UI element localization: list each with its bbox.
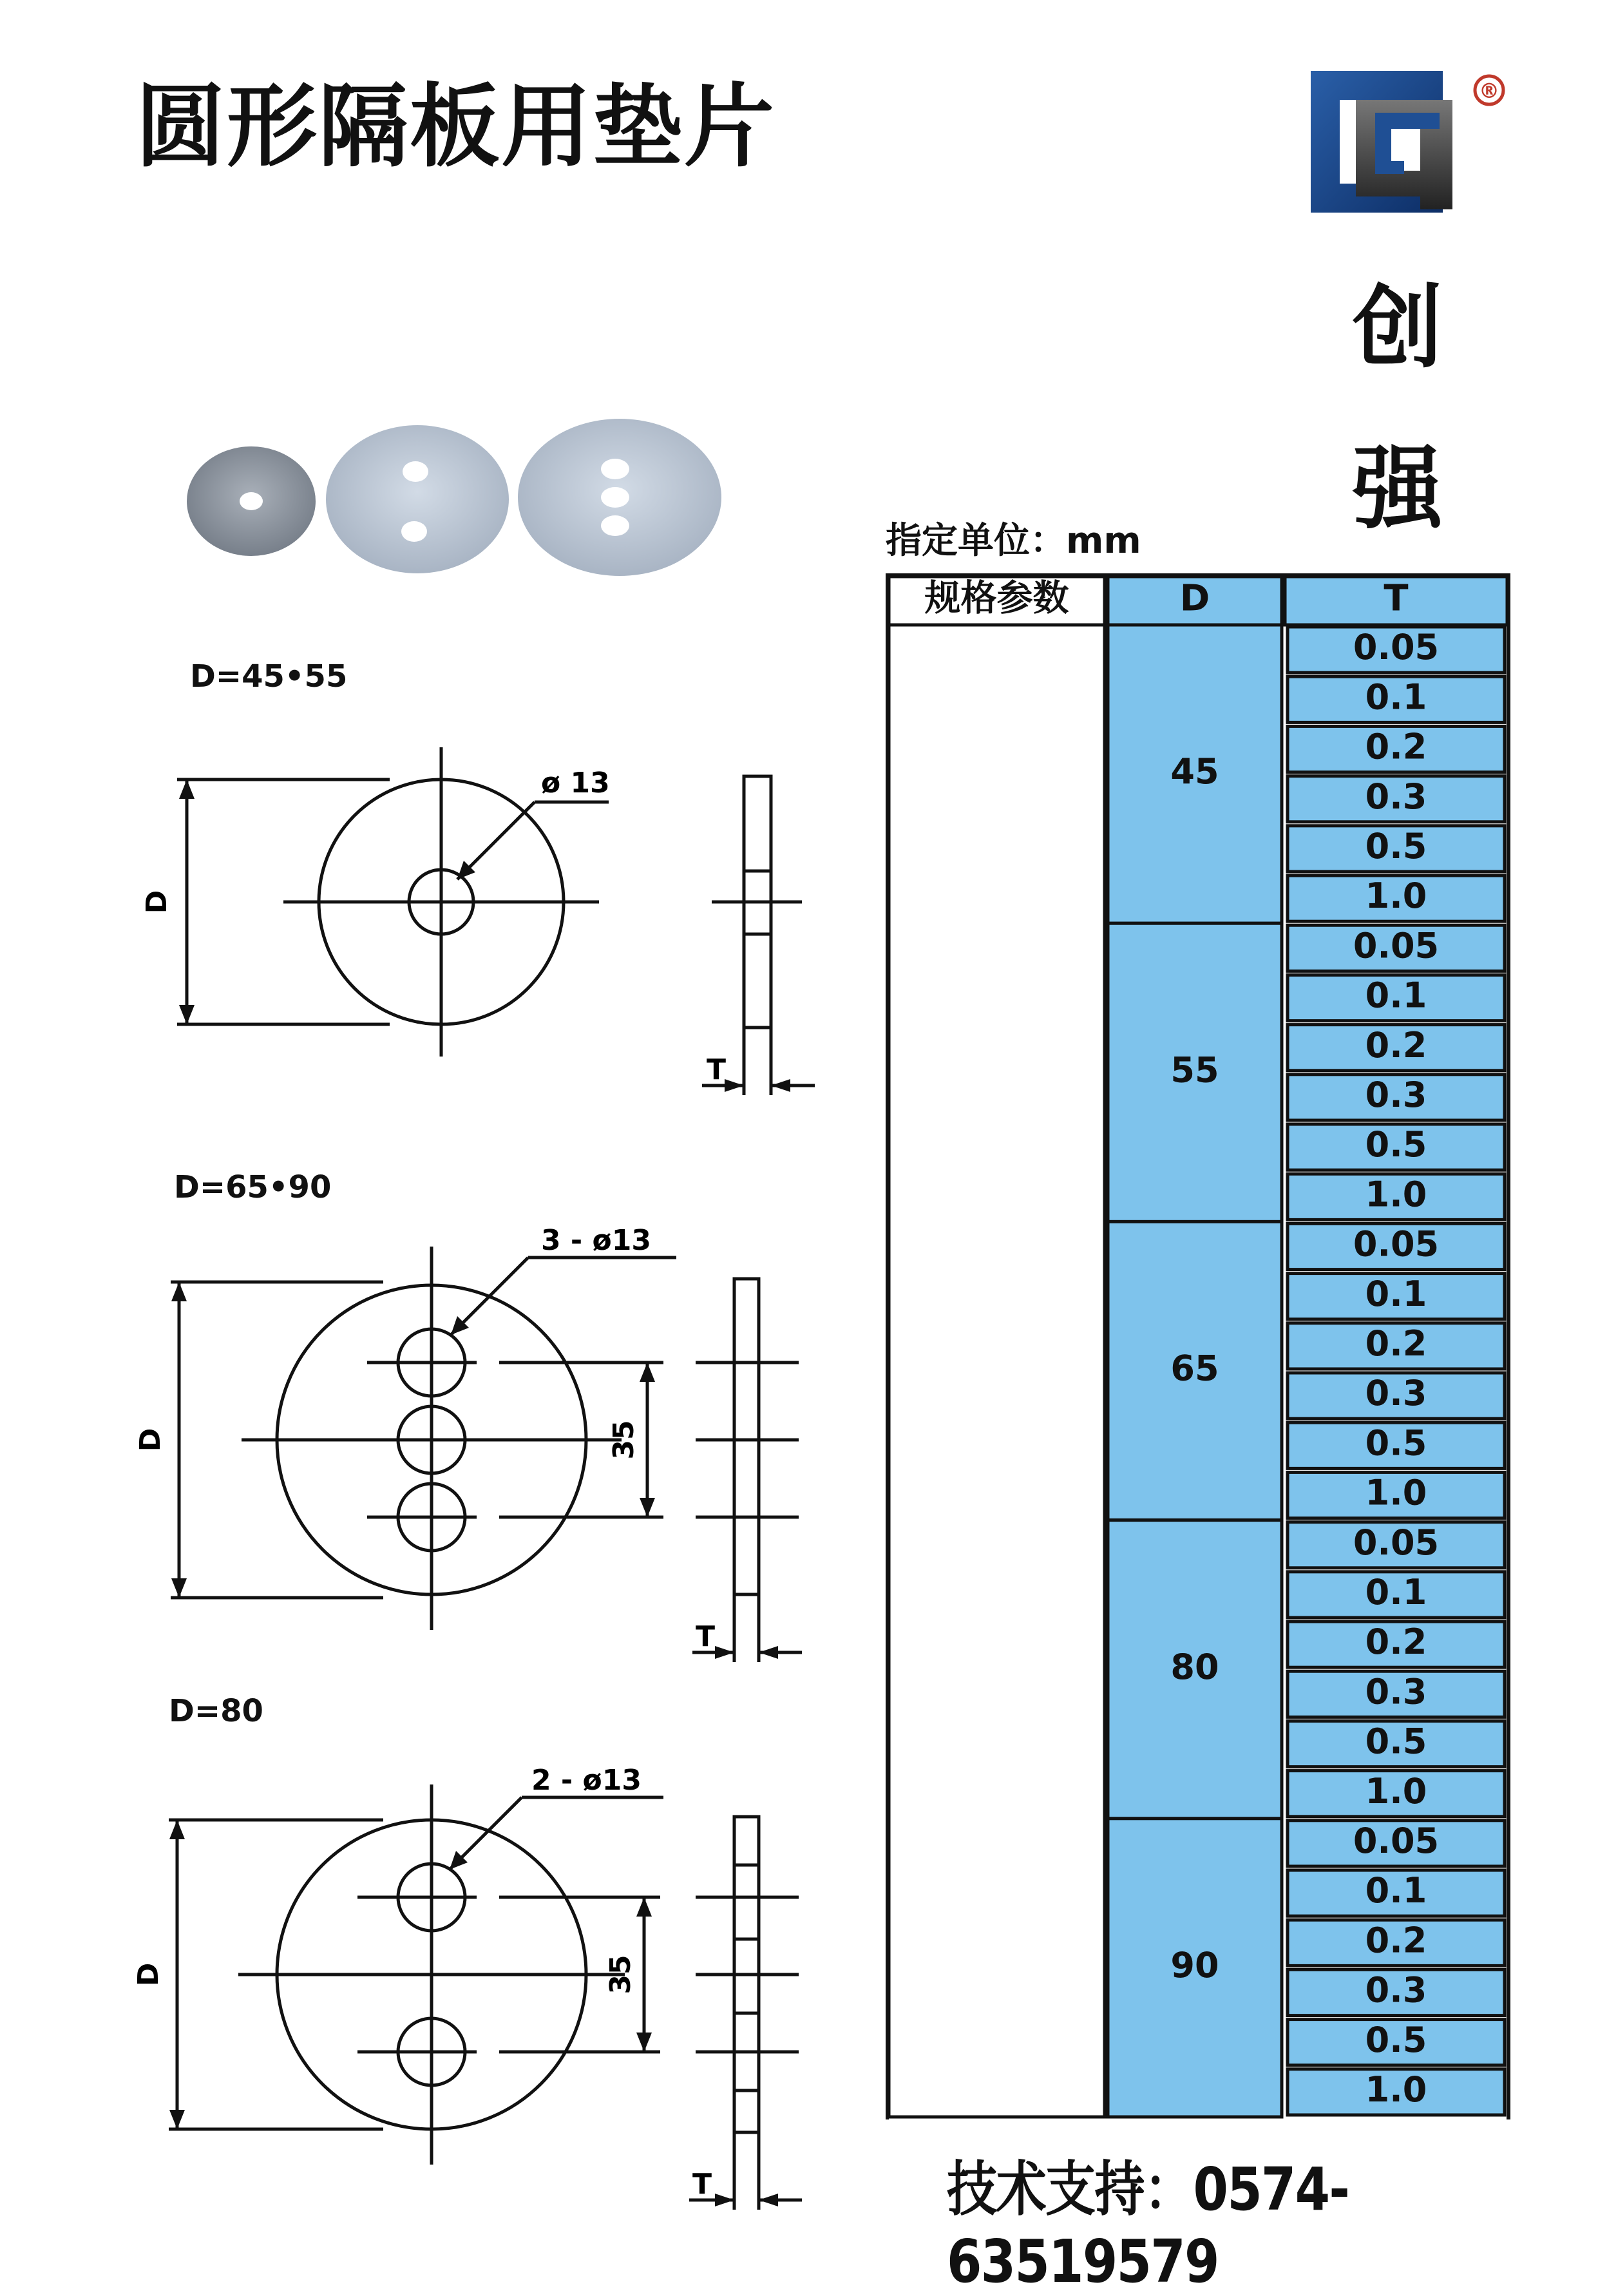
table-t-value: 1.0 — [1365, 1174, 1427, 1215]
drawing-2-label: D=65•90 — [174, 1169, 332, 1205]
table-t-value: 0.1 — [1365, 975, 1427, 1016]
washer-photo-two-hole-hole-1 — [403, 461, 428, 482]
table-t-value: 0.5 — [1365, 826, 1427, 867]
table-header-spec: 规格参数 — [924, 577, 1069, 620]
drawing-3-thickness-label: T — [692, 2168, 712, 2201]
washer-photo-two-hole-hole-2 — [401, 521, 427, 542]
table-t-value: 0.05 — [1353, 1223, 1440, 1265]
unit-label: 指定单位：mm — [886, 520, 1141, 562]
table-t-value: 0.3 — [1365, 1671, 1427, 1712]
drawing-2-hole-callout: 3 - ø13 — [541, 1224, 651, 1257]
table-t-value: 0.2 — [1365, 1622, 1427, 1663]
brand-char-2: 强 — [1353, 437, 1443, 542]
table-d-value: 55 — [1170, 1049, 1219, 1091]
table-t-value: 0.5 — [1365, 1124, 1427, 1165]
table-header-d: D — [1179, 577, 1210, 620]
washer-photo-three-hole-hole-3 — [601, 515, 629, 536]
table-t-value: 0.05 — [1353, 1821, 1440, 1862]
drawing-2-thickness-label: T — [695, 1620, 716, 1653]
table-d-value: 45 — [1170, 751, 1219, 792]
brand-char-1: 创 — [1353, 276, 1443, 381]
table-t-value: 0.3 — [1365, 1373, 1427, 1414]
table-t-value: 0.1 — [1365, 1273, 1427, 1314]
table-header-t: T — [1384, 577, 1409, 620]
table-spec-column — [889, 625, 1105, 2117]
table-t-value: 0.2 — [1365, 1323, 1427, 1364]
table-t-value: 0.2 — [1365, 726, 1427, 767]
table-t-value: 0.2 — [1365, 1024, 1427, 1066]
drawing-3-two-hole — [129, 1746, 837, 2235]
table-t-value: 0.5 — [1365, 2019, 1427, 2060]
drawing-3-spacing-label: 35 — [604, 1955, 637, 1995]
drawing-1-diameter-label: D — [140, 890, 173, 914]
table-t-value: 0.3 — [1365, 1969, 1427, 2011]
drawing-1-thickness-label: T — [706, 1053, 727, 1086]
product-photo — [187, 419, 728, 586]
table-t-value: 1.0 — [1365, 1472, 1427, 1513]
table-t-value: 0.1 — [1365, 1870, 1427, 1911]
table-t-value: 0.1 — [1365, 1572, 1427, 1613]
drawing-3-label: D=80 — [169, 1693, 263, 1729]
washer-photo-three-hole-hole-2 — [601, 487, 629, 508]
table-t-value: 1.0 — [1365, 875, 1427, 917]
registered-mark: ® — [1479, 79, 1499, 103]
drawing-1-single-hole — [129, 734, 837, 1108]
table-d-value: 90 — [1170, 1945, 1219, 1986]
footer-support-phone: 技术支持：0574-63519579 — [947, 2155, 1349, 2296]
drawing-2-diameter-label: D — [134, 1428, 167, 1452]
drawing-2-three-hole — [129, 1218, 837, 1681]
table-t-value: 0.05 — [1353, 925, 1440, 966]
spec-table — [886, 573, 1517, 2119]
table-d-value: 80 — [1170, 1646, 1219, 1687]
washer-photo-two-hole — [326, 425, 509, 573]
table-t-value: 0.05 — [1353, 627, 1440, 668]
table-d-value: 65 — [1170, 1348, 1219, 1389]
washer-photo-small-hole — [240, 492, 263, 510]
table-t-value: 0.3 — [1365, 1075, 1427, 1116]
table-t-value: 0.3 — [1365, 776, 1427, 817]
brand-logo — [1308, 64, 1520, 232]
drawing-3-hole-callout: 2 - ø13 — [531, 1764, 642, 1797]
washer-photo-three-hole-hole-1 — [601, 459, 629, 479]
table-t-value: 0.1 — [1365, 676, 1427, 718]
drawing-2-spacing-label: 35 — [607, 1420, 640, 1460]
drawing-1-hole-callout: ø 13 — [541, 767, 610, 799]
table-t-value: 0.2 — [1365, 1920, 1427, 1961]
table-t-value: 1.0 — [1365, 1770, 1427, 1812]
drawing-3-diameter-label: D — [132, 1962, 165, 1987]
table-t-value: 0.5 — [1365, 1422, 1427, 1464]
page-title: 圆形隔板用垫片 — [135, 75, 776, 180]
table-t-value: 0.5 — [1365, 1721, 1427, 1762]
table-t-value: 0.05 — [1353, 1522, 1440, 1563]
table-t-value: 1.0 — [1365, 2069, 1427, 2110]
drawing-1-label: D=45•55 — [190, 658, 348, 694]
